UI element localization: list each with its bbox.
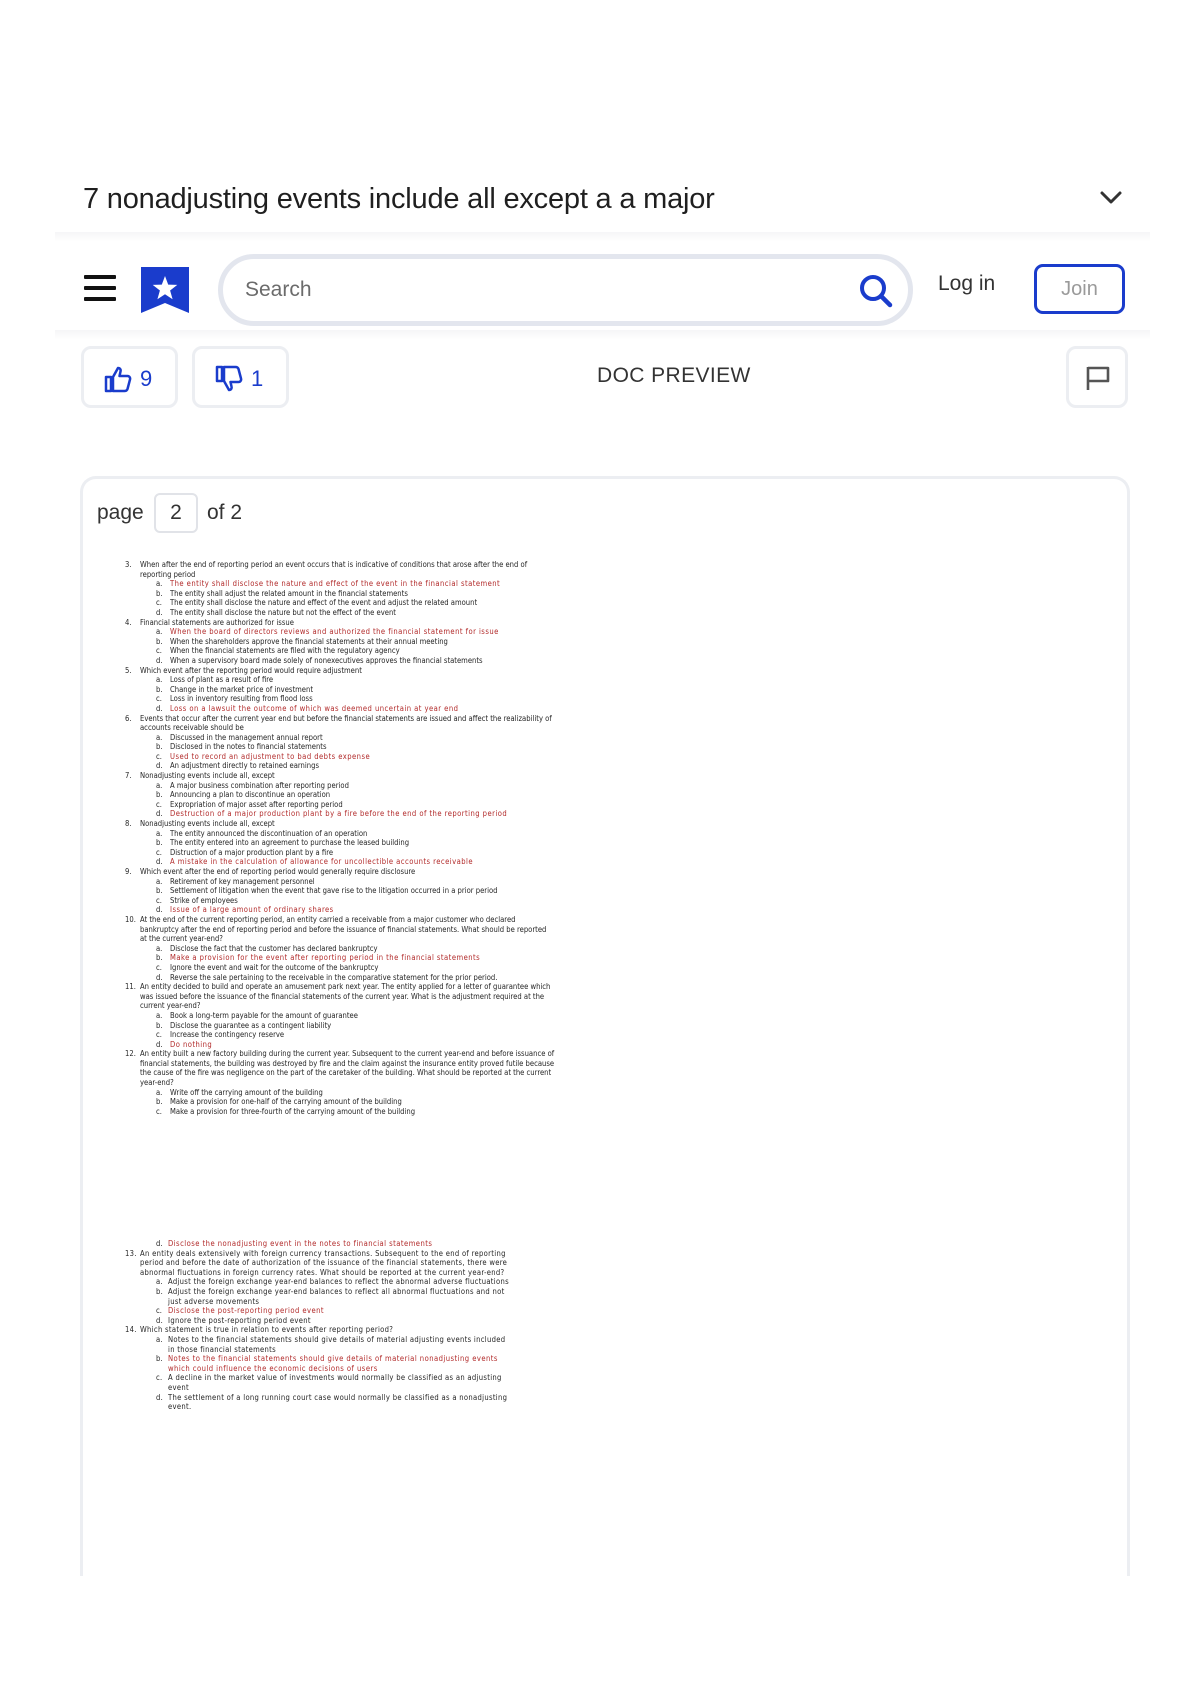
option-text: The entity shall disclose the nature and effect of the event in the financial statement	[170, 579, 501, 589]
page-label: page	[97, 501, 144, 524]
question-stem: At the end of the current reporting period, an entity carried a receivable from a major customer who declared bankruptcy after the end of reporting period and before the issuance of financial statements. What should be reported at the current year-end?	[140, 914, 547, 944]
question-text	[125, 1249, 510, 1278]
option-letter: a.	[156, 876, 163, 886]
option-letter: b.	[156, 588, 163, 598]
option-letter: a.	[156, 1010, 163, 1020]
answer-option	[125, 953, 555, 963]
option-letter: b.	[156, 838, 163, 848]
option	[125, 896, 555, 906]
option-letter: c.	[156, 962, 162, 972]
page-title: 7 nonadjusting events include all except a a major	[83, 183, 715, 215]
question-number: 3.	[125, 560, 132, 569]
option-letter: c.	[156, 751, 162, 761]
option-text: Loss of plant as a result of fire	[170, 675, 274, 685]
option	[125, 733, 555, 743]
option	[125, 790, 555, 800]
question-text	[125, 1325, 510, 1335]
option	[125, 694, 555, 704]
option	[125, 973, 555, 983]
question-text	[125, 915, 555, 944]
option	[125, 1335, 510, 1354]
thumbs-up-icon	[104, 365, 132, 393]
question-stem: An entity decided to build and operate an amusement park next year. The entity applied for a letter of guarantee which was issued before the issuance of the financial statements of the current year. What is the adjustment required at the current year-end?	[140, 982, 551, 1011]
option-text: Make a provision for three-fourth of the carrying amount of the building	[170, 1106, 416, 1116]
option-letter: c.	[156, 847, 162, 857]
option-text: Distruction of a major production plant by a fire	[170, 847, 334, 857]
bookmark-star-logo-icon[interactable]	[140, 266, 190, 314]
question-text	[125, 819, 555, 829]
option	[125, 1107, 555, 1117]
dislike-count: 1	[251, 366, 264, 391]
page-header	[55, 165, 1150, 237]
option	[125, 800, 555, 810]
option-letter: b.	[156, 1020, 163, 1030]
option-text: Book a long-term payable for the amount of guarantee	[170, 1010, 358, 1020]
answer-option	[125, 1239, 510, 1249]
option-letter: c.	[156, 694, 162, 704]
question-text	[125, 982, 555, 1011]
question-stem: Which event after the reporting period would require adjustment	[140, 665, 362, 675]
option-text: The settlement of a long running court case would normally be classified as a nonadjusting event.	[168, 1392, 508, 1412]
option	[125, 1021, 555, 1031]
option	[125, 1393, 510, 1412]
option-letter: a.	[156, 627, 163, 637]
question-number: 4.	[125, 617, 132, 627]
option-letter: d.	[156, 1315, 164, 1325]
option-text: Disclose the nonadjusting event in the notes to financial statements	[168, 1239, 433, 1248]
option	[125, 685, 555, 695]
answer-option	[125, 905, 555, 915]
option	[125, 848, 555, 858]
dislike-button[interactable]	[192, 346, 289, 408]
option-letter: a.	[156, 579, 163, 589]
answer-option	[125, 857, 555, 867]
option	[125, 1373, 510, 1392]
option-letter: a.	[156, 828, 163, 838]
option-text: Change in the market price of investment	[170, 684, 314, 694]
option-letter: d.	[156, 972, 163, 982]
chevron-down-icon[interactable]	[1098, 185, 1124, 211]
answer-option	[125, 809, 555, 819]
hamburger-icon[interactable]	[84, 275, 116, 303]
document-page-content	[125, 560, 555, 1116]
option-text: Make a provision for one-half of the carrying amount of the building	[170, 1097, 402, 1107]
option	[125, 656, 555, 666]
option-text: The entity entered into an agreement to purchase the leased building	[170, 838, 410, 848]
option-letter: c.	[156, 646, 162, 656]
option-text: Strike of employees	[170, 895, 238, 905]
option-text: Disclose the guarantee as a contingent liability	[170, 1020, 332, 1030]
question-number: 9.	[125, 867, 132, 876]
question-stem: An entity built a new factory building during the current year. Subsequent to the current year-end and before issuance of financial statements, the building was destroyed by fire and the claim against the insurance entity proved futile because the cause of the fire was negligence on the part of the caretaker of the building. What should be reported at the current year-end?	[140, 1049, 555, 1088]
option-text: Expropriation of major asset after reporting period	[170, 799, 343, 809]
like-count: 9	[140, 366, 153, 391]
question-number: 14.	[125, 1325, 137, 1335]
option-letter: d.	[156, 1239, 163, 1248]
option-text: Notes to the financial statements should give details of material adjusting events included in those financial statements	[168, 1334, 506, 1354]
option-text: An adjustment directly to retained earnings	[170, 761, 320, 771]
option-text: Disclose the post-reporting period event	[168, 1306, 325, 1316]
option-text: Increase the contingency reserve	[170, 1030, 285, 1040]
option-letter: c.	[156, 598, 162, 608]
divider	[55, 232, 1150, 242]
option-text: Notes to the financial statements should give details of material nonadjusting events which could influence the economic decisions of users	[168, 1354, 498, 1373]
page-total-label: of 2	[207, 501, 243, 524]
question-number: 6.	[125, 713, 132, 723]
option	[125, 761, 555, 771]
option-text: A decline in the market value of investments would normally be classified as an adjusting event	[168, 1373, 502, 1392]
question-text	[125, 714, 555, 733]
option-letter: c.	[156, 1306, 162, 1316]
question-stem: Which statement is true in relation to events after reporting period?	[140, 1325, 394, 1335]
option-text: The entity shall disclose the nature and effect of the event and adjust the related amount	[170, 598, 478, 608]
option	[125, 1097, 555, 1107]
like-button[interactable]	[81, 346, 178, 408]
option-text: Loss on a lawsuit the outcome of which was deemed uncertain at year end	[170, 703, 459, 713]
search-input[interactable]	[245, 273, 825, 307]
option-letter: d.	[156, 703, 163, 713]
option-letter: d.	[156, 761, 163, 771]
option-letter: a.	[156, 1277, 163, 1287]
option-letter: d.	[156, 1039, 163, 1049]
option-letter: a.	[156, 675, 163, 685]
option-text: A mistake in the calculation of allowance for uncollectible accounts receivable	[170, 857, 474, 867]
question-text	[125, 560, 555, 579]
option	[125, 608, 555, 618]
option-text: Make a provision for the event after reporting period in the financial statements	[170, 953, 481, 963]
question-text	[125, 618, 555, 628]
option-letter: a.	[156, 732, 163, 742]
option	[125, 829, 555, 839]
option-text: When the financial statements are filed with the regulatory agency	[170, 646, 400, 656]
option-letter: b.	[156, 1286, 164, 1296]
option	[125, 944, 555, 954]
option-letter: d.	[156, 607, 163, 617]
option-letter: a.	[156, 780, 163, 790]
option-text: Adjust the foreign exchange year-end balances to reflect all abnormal fluctuations and not just adverse movements	[168, 1286, 505, 1306]
question-stem: Financial statements are authorized for issue	[140, 617, 294, 627]
option-letter: b.	[156, 790, 163, 800]
option	[125, 589, 555, 599]
option-text: Do nothing	[170, 1039, 213, 1049]
navbar	[55, 248, 1150, 330]
answer-option	[125, 579, 555, 589]
question-number: 11.	[125, 982, 136, 992]
question-number: 7.	[125, 771, 132, 781]
option-text: When the board of directors reviews and authorized the financial statement for issue	[170, 627, 499, 637]
answer-option	[125, 1354, 510, 1373]
option-text: When the shareholders approve the financial statements at their annual meeting	[170, 636, 448, 646]
option-letter: b.	[156, 742, 163, 752]
answer-option	[125, 752, 555, 762]
question-text	[125, 666, 555, 676]
option-letter: a.	[156, 1087, 163, 1097]
thumbs-down-icon	[215, 365, 243, 393]
option-letter: b.	[156, 636, 163, 646]
login-link[interactable]: Log in	[938, 272, 996, 295]
question-number: 10.	[125, 914, 136, 924]
option-letter: c.	[156, 1373, 163, 1383]
option-letter: b.	[156, 886, 163, 896]
search-icon[interactable]	[858, 273, 894, 309]
option-letter: c.	[156, 895, 162, 905]
option-letter: d.	[156, 1392, 164, 1402]
option-letter: d.	[156, 857, 163, 867]
option-letter: b.	[156, 684, 163, 694]
question-text	[125, 867, 555, 877]
option	[125, 742, 555, 752]
option-text: Loss in inventory resulting from flood loss	[170, 694, 313, 704]
question-number: 12.	[125, 1049, 136, 1059]
option-text: Ignore the post-reporting period event	[168, 1315, 311, 1325]
action-bar	[55, 346, 1150, 412]
option-text: Announcing a plan to discontinue an operation	[170, 790, 331, 800]
option-text: Write off the carrying amount of the building	[170, 1087, 323, 1097]
option-text: Settlement of litigation when the event that gave rise to the litigation occurred in a prior period	[170, 886, 498, 896]
search-bar	[218, 254, 913, 326]
question-number: 13.	[125, 1248, 137, 1258]
option	[125, 598, 555, 608]
question-stem: Events that occur after the current year end but before the financial statements are issued and affect the realizability of accounts receivable should be	[140, 713, 552, 733]
option-text: The entity shall adjust the related amount in the financial statements	[170, 588, 408, 598]
option-text: Issue of a large amount of ordinary shares	[170, 905, 334, 915]
option-text: Adjust the foreign exchange year-end balances to reflect the abnormal adverse fluctuations	[168, 1277, 509, 1287]
option	[125, 1277, 510, 1287]
option-letter: d.	[156, 809, 163, 819]
option	[125, 646, 555, 656]
page-number-input[interactable]	[154, 493, 198, 533]
join-button[interactable]: Join	[1034, 264, 1125, 314]
option-text: The entity shall disclose the nature but not the effect of the event	[170, 607, 396, 617]
option	[125, 877, 555, 887]
option	[125, 963, 555, 973]
option	[125, 1088, 555, 1098]
answer-option	[125, 1040, 555, 1050]
question-number: 5.	[125, 665, 132, 675]
option-text: Reverse the sale pertaining to the receivable in the comparative statement for the prior period.	[170, 972, 498, 982]
report-button[interactable]	[1066, 346, 1128, 408]
option	[125, 1030, 555, 1040]
option-letter: a.	[156, 943, 163, 953]
option-text: Disclose the fact that the customer has declared bankruptcy	[170, 943, 378, 953]
option-letter: a.	[156, 1334, 163, 1344]
question-stem: When after the end of reporting period an event occurs that is indicative of conditions that arose after the end of reporting period	[140, 560, 528, 579]
option-letter: c.	[156, 1030, 162, 1040]
option-text: Used to record an adjustment to bad debts expense	[170, 751, 371, 761]
option-text: Ignore the event and wait for the outcome of the bankruptcy	[170, 962, 379, 972]
option-text: Discussed in the management annual report	[170, 732, 323, 742]
option-text: Retirement of key management personnel	[170, 876, 315, 886]
document-page-continuation	[125, 1239, 510, 1412]
question-text	[125, 1049, 555, 1087]
option	[125, 1316, 510, 1326]
option-text: The entity announced the discontinuation of an operation	[170, 828, 368, 838]
option	[125, 886, 555, 896]
flag-icon	[1084, 364, 1112, 392]
option-letter: c.	[156, 799, 162, 809]
question-stem: Nonadjusting events include all, except	[140, 819, 275, 829]
divider	[55, 330, 1150, 340]
question-number: 8.	[125, 819, 132, 829]
option-letter: b.	[156, 1354, 163, 1364]
option	[125, 838, 555, 848]
question-stem: Which event after the end of reporting period would generally require disclosure	[140, 867, 416, 876]
option-text: When a supervisory board made solely of nonexecutives approves the financial statements	[170, 655, 483, 665]
question-text	[125, 771, 555, 781]
option-letter: b.	[156, 1097, 163, 1107]
option-letter: b.	[156, 953, 163, 963]
question-stem: An entity deals extensively with foreign currency transactions. Subsequent to the end of reporting period and before the date of authorization of the issuance of the financial statements, there were abnormal fluctuations in foreign currency rates. What should be reported at the current year-end?	[140, 1248, 508, 1277]
answer-option	[125, 627, 555, 637]
option-text: Destruction of a major production plant by a fire before the end of the reporting period	[170, 809, 508, 819]
option	[125, 1287, 510, 1306]
option-letter: d.	[156, 905, 163, 915]
answer-option	[125, 704, 555, 714]
doc-preview-label: DOC PREVIEW	[597, 364, 751, 387]
option	[125, 781, 555, 791]
option-letter: c.	[156, 1106, 162, 1116]
question-stem: Nonadjusting events include all, except	[140, 771, 275, 781]
option	[125, 675, 555, 685]
option	[125, 1011, 555, 1021]
option-text: Disclosed in the notes to financial statements	[170, 742, 327, 752]
answer-option	[125, 1306, 510, 1316]
option	[125, 637, 555, 647]
option-text: A major business combination after reporting period	[170, 780, 349, 790]
option-letter: d.	[156, 655, 163, 665]
